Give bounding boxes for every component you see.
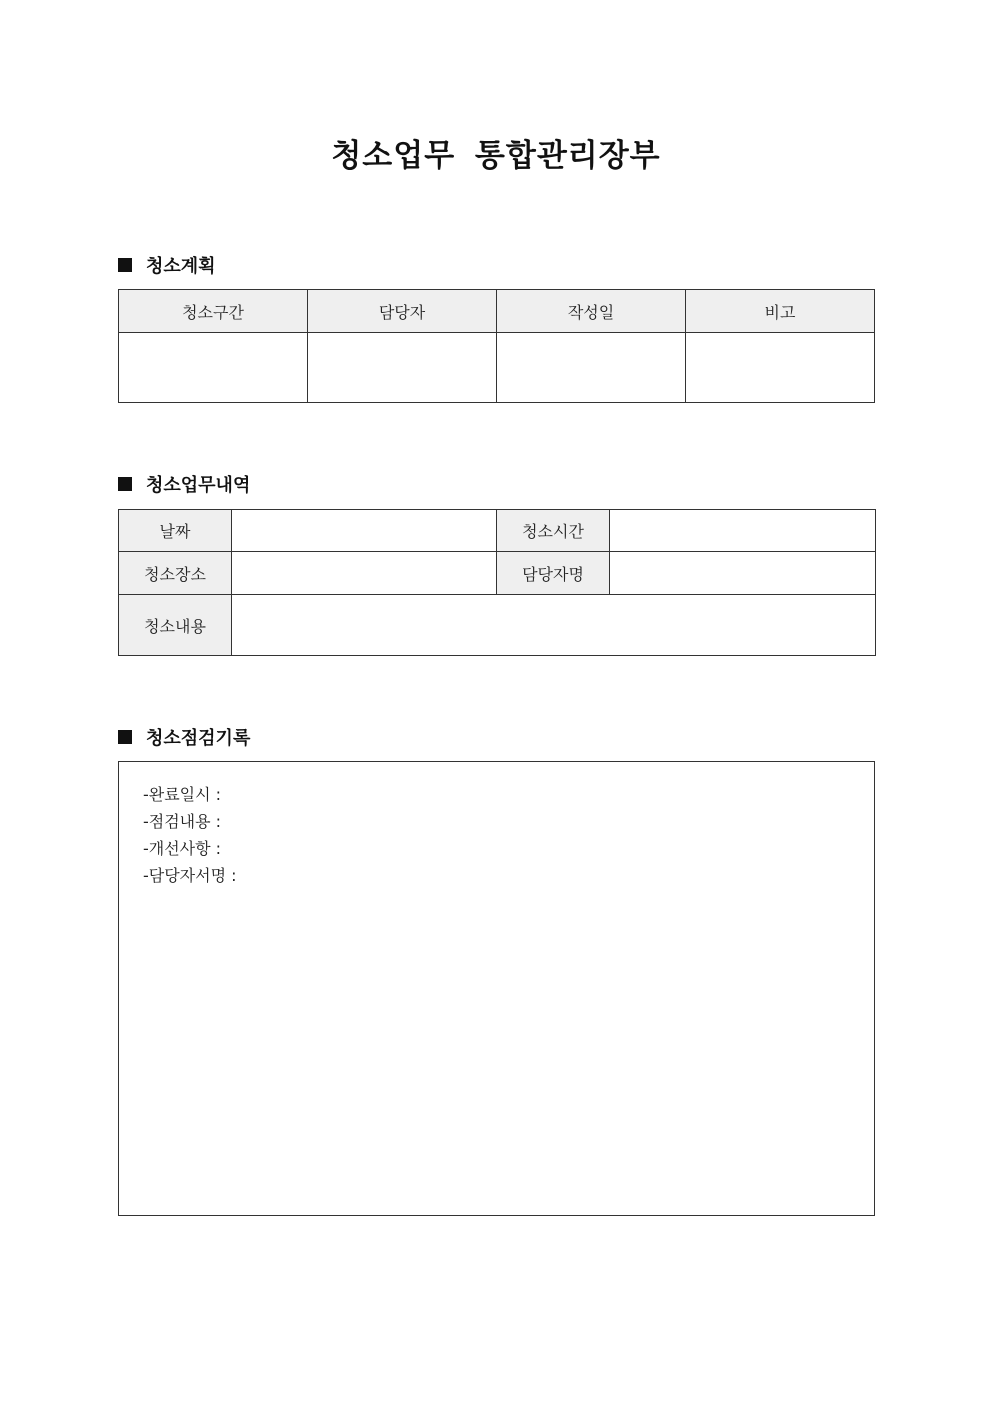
work-value-content[interactable] bbox=[232, 595, 876, 656]
plan-col-header-date: 작성일 bbox=[497, 290, 686, 333]
inspection-section-heading bbox=[118, 724, 250, 750]
inspection-line-improvement: -개선사항 : bbox=[143, 839, 222, 858]
plan-section-heading bbox=[118, 252, 216, 278]
work-label-content: 청소내용 bbox=[119, 595, 232, 656]
inspection-section-title: 청소점검기록 bbox=[146, 728, 251, 749]
inspection-record-lines bbox=[143, 781, 237, 889]
square-bullet-icon bbox=[118, 477, 132, 491]
work-table bbox=[118, 509, 876, 656]
plan-cell-manager[interactable] bbox=[308, 333, 497, 403]
work-label-date: 날짜 bbox=[119, 510, 232, 552]
inspection-line-completion: -완료일시 : bbox=[143, 785, 222, 804]
document-title: 청소업무 통합관리장부 bbox=[331, 138, 661, 174]
work-label-place: 청소장소 bbox=[119, 552, 232, 595]
plan-cell-area[interactable] bbox=[119, 333, 308, 403]
inspection-line-content: -점검내용 : bbox=[143, 812, 222, 831]
square-bullet-icon bbox=[118, 258, 132, 272]
inspection-line-signature: -담당자서명 : bbox=[143, 866, 237, 885]
plan-cell-note[interactable] bbox=[686, 333, 875, 403]
work-section-heading bbox=[118, 471, 250, 497]
work-value-manager-name[interactable] bbox=[610, 552, 876, 595]
inspection-record-box[interactable] bbox=[118, 761, 875, 1216]
plan-col-header-area: 청소구간 bbox=[119, 290, 308, 333]
work-label-time: 청소시간 bbox=[497, 510, 610, 552]
work-label-manager-name: 담당자명 bbox=[497, 552, 610, 595]
plan-section-title: 청소계획 bbox=[146, 256, 216, 277]
work-value-date[interactable] bbox=[232, 510, 497, 552]
plan-cell-date[interactable] bbox=[497, 333, 686, 403]
square-bullet-icon bbox=[118, 730, 132, 744]
work-value-place[interactable] bbox=[232, 552, 497, 595]
work-value-time[interactable] bbox=[610, 510, 876, 552]
plan-col-header-manager: 담당자 bbox=[308, 290, 497, 333]
work-section-title: 청소업무내역 bbox=[146, 475, 251, 496]
plan-col-header-note: 비고 bbox=[686, 290, 875, 333]
plan-table bbox=[118, 289, 875, 403]
